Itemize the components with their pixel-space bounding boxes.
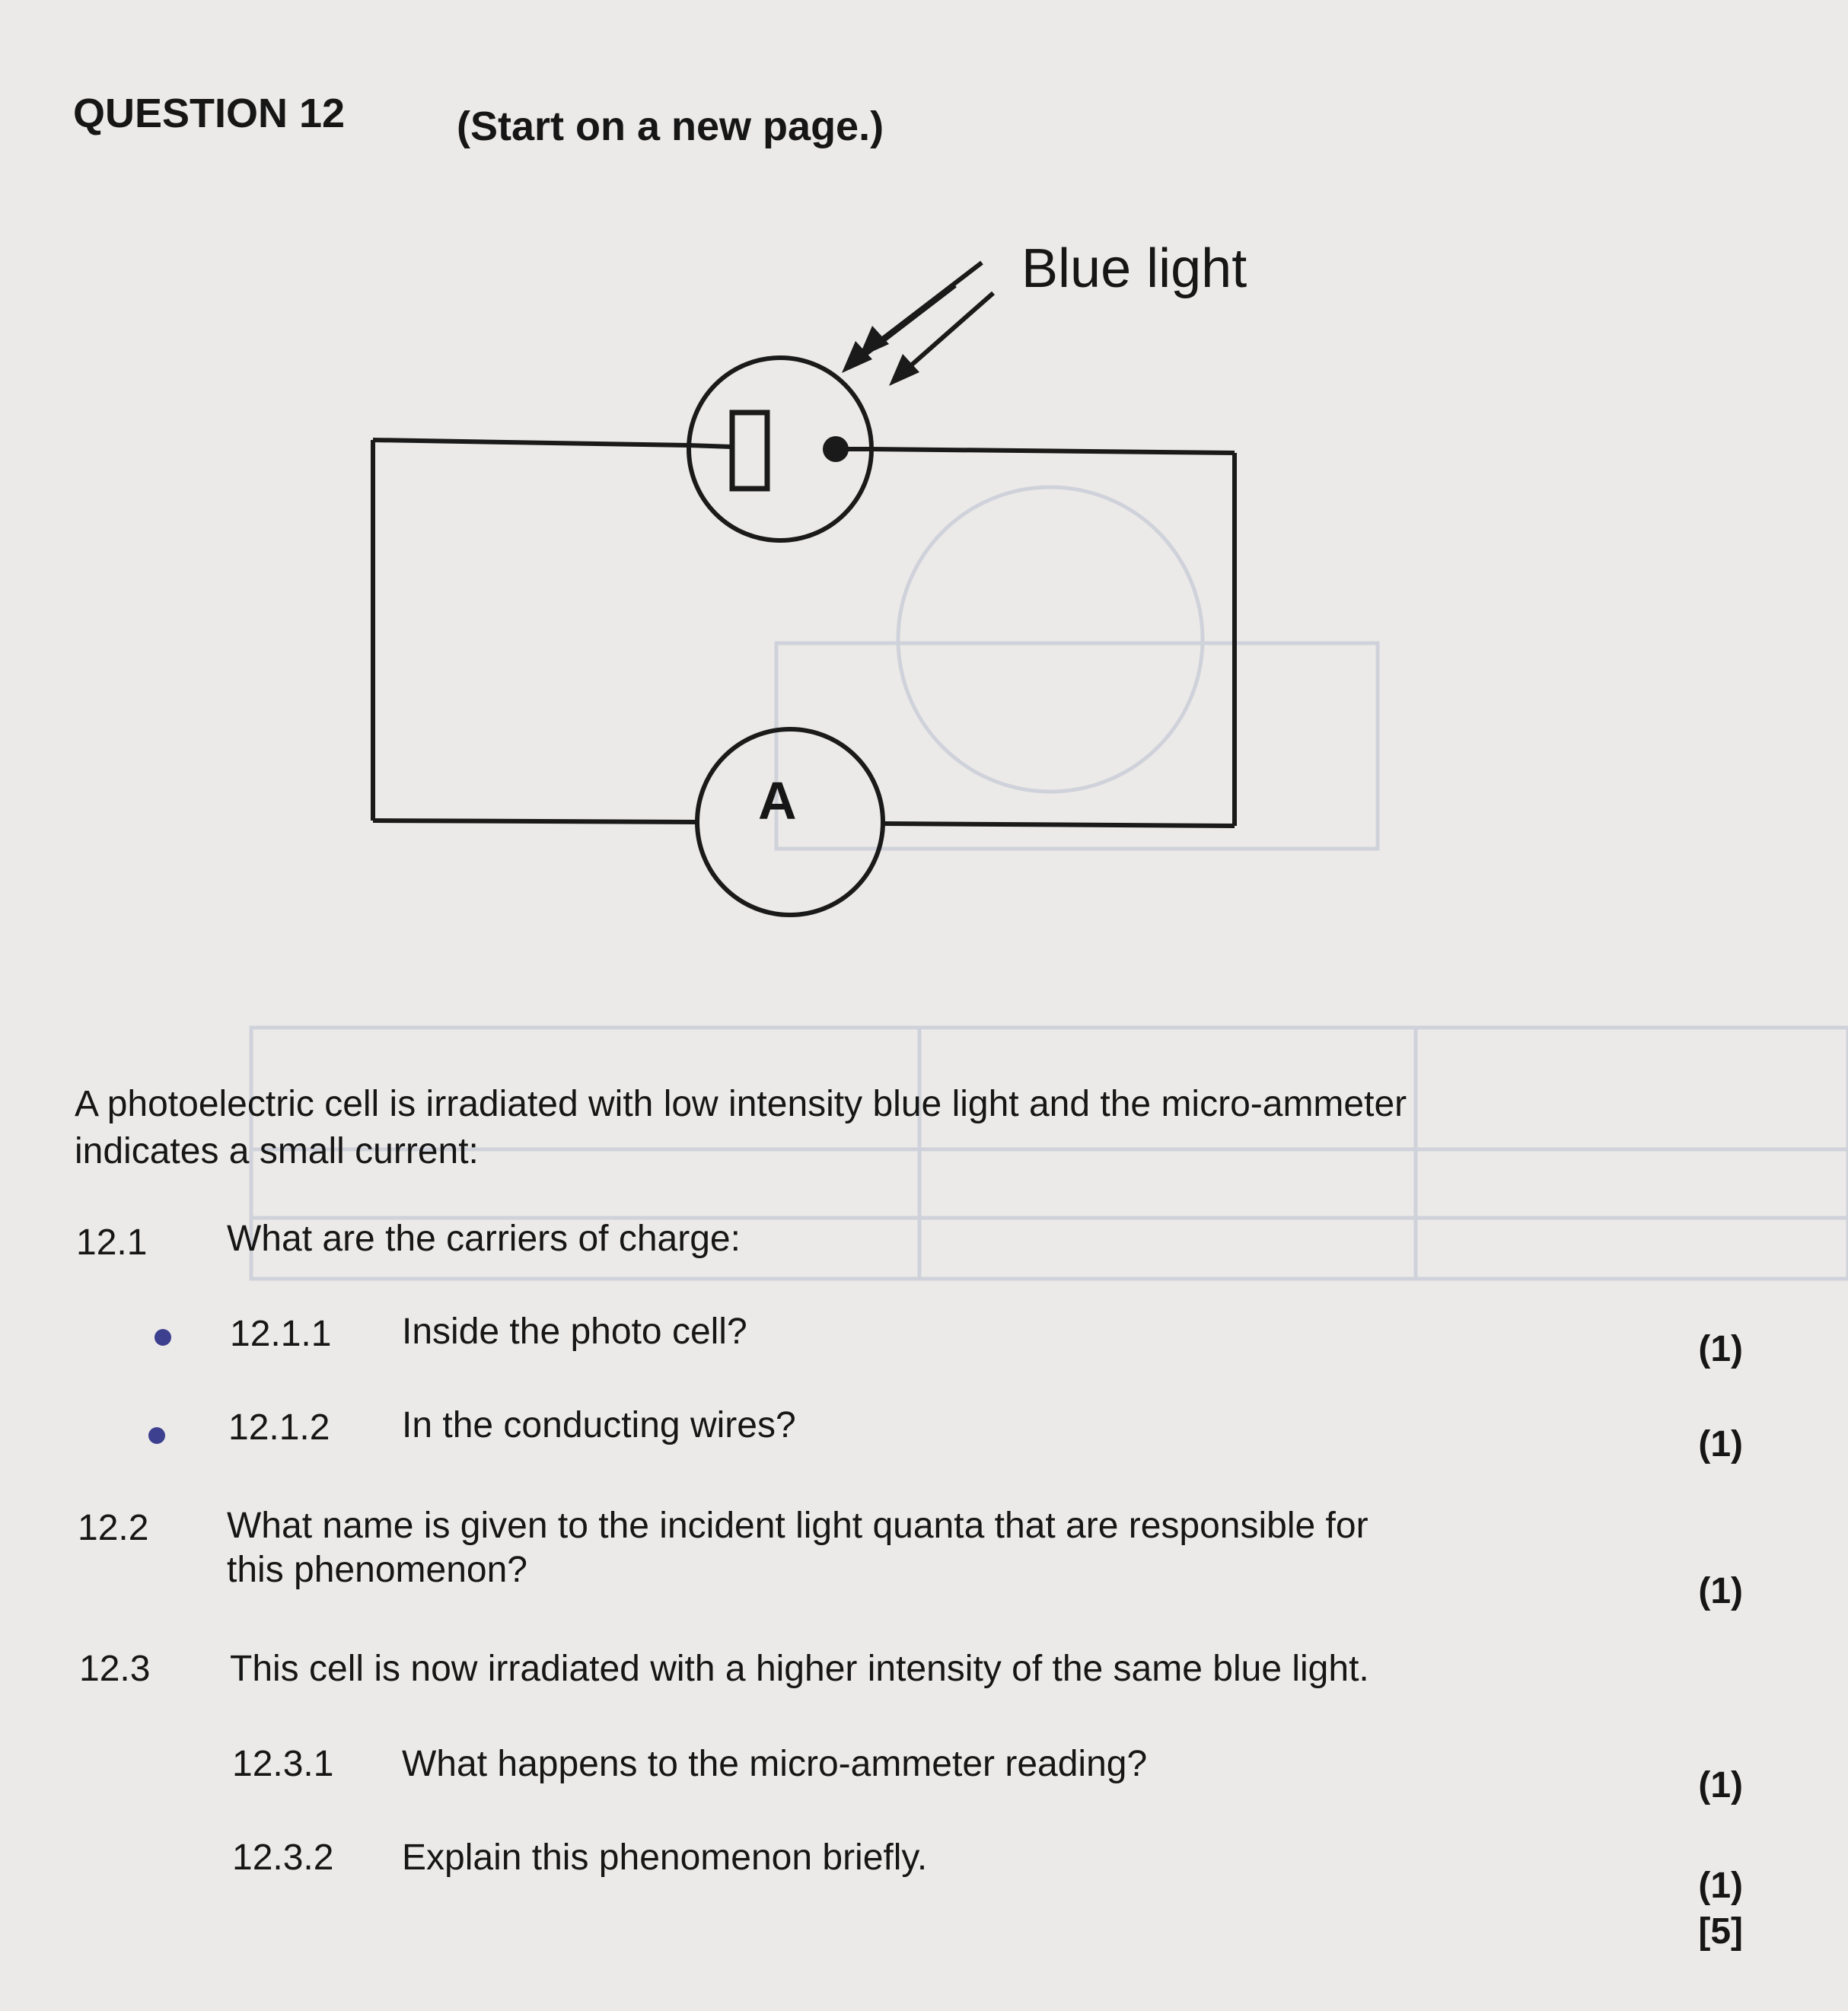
- photocell-cathode: [732, 413, 767, 489]
- mark-12-3-1: (1): [1698, 1765, 1743, 1805]
- wire-bottom-left: [373, 821, 696, 822]
- item-number-12-3: 12.3: [79, 1649, 151, 1689]
- photocell-anode: [823, 436, 849, 462]
- ammeter-label: A: [758, 771, 797, 830]
- bullet-marker: [155, 1329, 171, 1346]
- question-instruction: (Start on a new page.): [457, 104, 884, 149]
- item-text-12-2-line-2: this phenomenon?: [227, 1550, 527, 1590]
- wire-top-left: [373, 440, 689, 445]
- bullet-marker: [148, 1427, 165, 1444]
- item-number-12-1: 12.1: [76, 1222, 148, 1263]
- stem-line-2: indicates a small current:: [75, 1131, 479, 1171]
- mark-12-1-1: (1): [1698, 1329, 1743, 1369]
- wire-bottom-right: [883, 824, 1235, 826]
- item-text-12-3-1: What happens to the micro-ammeter reading?: [402, 1744, 1148, 1784]
- item-number-12-3-1: 12.3.1: [232, 1744, 334, 1784]
- item-number-12-2: 12.2: [78, 1508, 149, 1548]
- item-number-12-3-2: 12.3.2: [232, 1837, 334, 1878]
- question-stem: [75, 1081, 1407, 1175]
- item-number-12-1-2: 12.1.2: [228, 1407, 330, 1448]
- stem-line-1: A photoelectric cell is irradiated with low intensity blue light and the micro-ammeter: [75, 1084, 1407, 1124]
- item-text-12-3-2: Explain this phenomenon briefly.: [402, 1837, 928, 1878]
- question-title: QUESTION 12: [73, 91, 346, 136]
- mark-12-1-2: (1): [1698, 1424, 1743, 1464]
- mark-12-2: (1): [1698, 1571, 1743, 1611]
- item-text-12-1-2: In the conducting wires?: [402, 1405, 796, 1445]
- question-total-marks: [5]: [1698, 1911, 1743, 1952]
- mark-12-3-2: (1): [1698, 1866, 1743, 1906]
- item-text-12-1-1: Inside the photo cell?: [402, 1311, 747, 1352]
- blue-light-label: Blue light: [1021, 238, 1247, 299]
- photocell-circuit-diagram: [0, 0, 1848, 990]
- wire-top-right: [871, 449, 1235, 453]
- item-text-12-2-line-1: What name is given to the incident light quanta that are responsible for: [227, 1506, 1368, 1546]
- item-text-12-1: What are the carriers of charge:: [227, 1219, 741, 1259]
- item-text-12-3: This cell is now irradiated with a higher intensity of the same blue light.: [230, 1649, 1369, 1689]
- item-number-12-1-1: 12.1.1: [230, 1314, 332, 1354]
